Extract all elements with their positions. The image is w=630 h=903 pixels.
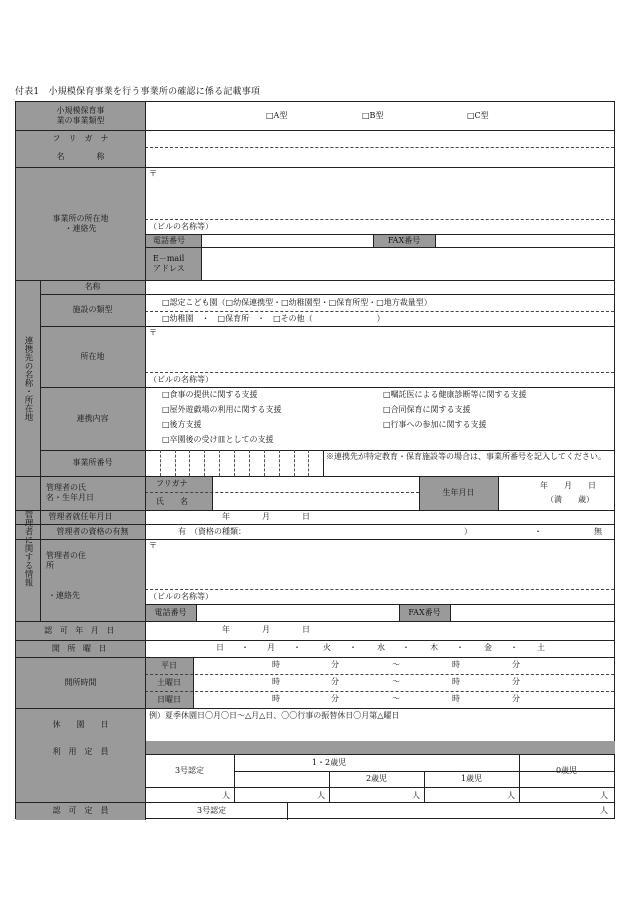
building-note: （ビルの名称等） xyxy=(149,222,213,231)
capacity-age12-label: 1・2歳児 xyxy=(311,757,347,767)
manager-contact-label: ・連絡先 xyxy=(48,591,80,600)
approved-capacity-unit[interactable]: 人 xyxy=(600,806,608,815)
capacity-age12-unit[interactable]: 人 xyxy=(317,791,325,800)
type-b-checkbox[interactable]: □B型 xyxy=(362,111,384,120)
day-separator: ・ xyxy=(293,643,301,652)
support-meals-checkbox[interactable]: □食事の提供に関する支援 xyxy=(162,390,258,399)
hour-unit: 時 xyxy=(452,660,460,669)
day-separator: ・ xyxy=(456,643,464,652)
minute-unit: 分 xyxy=(512,694,520,703)
manager-furigana-label: フリガナ xyxy=(156,479,188,488)
day-separator: ・ xyxy=(349,643,357,652)
qualification-separator: ・ xyxy=(534,527,542,536)
hour-unit: 時 xyxy=(272,660,280,669)
capacity-age1-unit[interactable]: 人 xyxy=(507,791,515,800)
day-separator: ・ xyxy=(402,643,410,652)
support-playground-checkbox[interactable]: □屋外遊戯場の利用に関する支援 xyxy=(162,405,282,414)
minute-unit: 分 xyxy=(512,677,520,686)
office-number-label: 事業所番号 xyxy=(72,458,113,467)
capacity-age0-unit[interactable]: 人 xyxy=(600,791,608,800)
hour-unit: 時 xyxy=(272,677,280,686)
fax-input[interactable] xyxy=(437,235,612,246)
business-type-label: 小規模保育事 業の事業類型 xyxy=(56,106,105,125)
address-input[interactable] xyxy=(161,169,611,217)
manager-building-note: （ビルの名称等） xyxy=(149,592,213,601)
fax-label: FAX番号 xyxy=(387,235,421,245)
holidays-label: 休 園 日 xyxy=(52,719,109,729)
hours-weekday-label: 平日 xyxy=(161,660,177,670)
postal-mark: 〒 xyxy=(149,169,157,178)
approval-date-label: 認 可 年 月 日 xyxy=(44,625,117,635)
approved-cert3-label: 3号認定 xyxy=(197,806,227,815)
support-backup-checkbox[interactable]: □後方支援 xyxy=(162,420,202,429)
hour-unit: 時 xyxy=(272,694,280,703)
facility-type-label: 施設の類型 xyxy=(72,305,113,314)
manager-name-input[interactable] xyxy=(214,494,417,508)
office-number-note: ※連携先が特定教育・保育施設等の場合は、事業所番号を記入してください。 xyxy=(326,452,606,461)
support-graduation-checkbox[interactable]: □卒園後の受け皿としての支援 xyxy=(162,435,274,444)
facility-type-options-1[interactable]: □認定こども園（□幼保連携型・□幼稚園型・□保育所型・□地方裁量型） xyxy=(162,298,432,307)
manager-address-input[interactable] xyxy=(161,542,611,587)
day-sat[interactable]: 土 xyxy=(537,643,545,652)
capacity-label: 利 用 定 員 xyxy=(52,746,109,756)
address-contact-label: 事業所の所在地 ・連絡先 xyxy=(52,213,109,233)
type-c-checkbox[interactable]: □C型 xyxy=(467,111,489,120)
capacity-cert3-label: 3号認定 xyxy=(174,765,205,775)
open-days-label: 開 所 曜 日 xyxy=(51,643,110,653)
capacity-age0-label: 0歳児 xyxy=(555,765,578,775)
partner-content-label: 連携内容 xyxy=(76,413,109,423)
qualification-no-option[interactable]: 無 xyxy=(594,527,602,536)
birth-date-label: 生年月日 xyxy=(442,488,475,497)
support-events-checkbox[interactable]: □行事への参加に関する支援 xyxy=(383,420,487,429)
qualification-yes-option[interactable]: 有 （資格の種類： xyxy=(178,527,246,536)
day-sun[interactable]: 日 xyxy=(216,643,224,652)
phone-input[interactable] xyxy=(203,235,371,246)
day-mon[interactable]: 月 xyxy=(267,643,275,652)
tilde: ～ xyxy=(392,694,400,703)
birth-date-value[interactable]: 年 月 日 xyxy=(540,481,596,490)
email-label: E－mail アドレス xyxy=(153,253,185,273)
manager-furigana-input[interactable] xyxy=(214,478,417,491)
day-tue[interactable]: 火 xyxy=(323,643,331,652)
hours-sunday-label: 日曜日 xyxy=(157,694,181,704)
name-label: 名 称 xyxy=(56,152,105,161)
qualification-close-paren: ） xyxy=(464,527,472,536)
support-health-checkbox[interactable]: □嘱託医による健康診断等に関する支援 xyxy=(383,390,527,399)
manager-fax-label: FAX番号 xyxy=(408,607,441,617)
furigana-input[interactable] xyxy=(147,132,612,145)
support-joint-care-checkbox[interactable]: □合同保育に関する支援 xyxy=(383,405,471,414)
approved-capacity-label: 認 可 定 員 xyxy=(52,806,109,815)
office-number-input[interactable] xyxy=(147,452,321,474)
minute-unit: 分 xyxy=(331,694,339,703)
capacity-age2-unit[interactable]: 人 xyxy=(412,791,420,800)
hour-unit: 時 xyxy=(452,677,460,686)
manager-postal-mark: 〒 xyxy=(149,541,157,550)
minute-unit: 分 xyxy=(331,677,339,686)
partner-building-note: （ビルの名称等） xyxy=(149,375,213,384)
holidays-example[interactable]: 例）夏季休園日〇月〇日～△月△日、〇〇行事の振替休日〇月第△曜日 xyxy=(149,711,400,720)
manager-address-label: 管理者の住 所 xyxy=(46,551,86,570)
manager-name-sub-label: 氏 名 xyxy=(156,497,188,506)
phone-label: 電話番号 xyxy=(153,235,185,245)
hours-label: 開所時間 xyxy=(64,677,97,687)
day-fri[interactable]: 金 xyxy=(484,643,492,652)
partner-address-input[interactable] xyxy=(161,328,611,370)
minute-unit: 分 xyxy=(331,660,339,669)
age-value[interactable]: （満 歳） xyxy=(546,495,594,504)
hour-unit: 時 xyxy=(452,694,460,703)
start-date-label: 管理者就任年月日 xyxy=(48,512,113,521)
day-separator: ・ xyxy=(241,643,249,652)
hours-saturday-label: 土曜日 xyxy=(157,677,181,687)
day-wed[interactable]: 水 xyxy=(377,643,385,652)
day-separator: ・ xyxy=(510,643,518,652)
facility-type-options-2[interactable]: □幼稚園 ・ □保育所 ・ □その他（ ） xyxy=(162,314,385,323)
day-thu[interactable]: 木 xyxy=(430,643,438,652)
capacity-total-unit[interactable]: 人 xyxy=(222,791,230,800)
approval-date-value[interactable]: 年 月 日 xyxy=(222,625,310,634)
partner-postal-mark: 〒 xyxy=(149,328,157,337)
tilde: ～ xyxy=(392,660,400,669)
furigana-label: フ リ ガ ナ xyxy=(52,133,109,143)
qualification-label: 管理者の資格の有無 xyxy=(56,526,129,536)
email-input[interactable] xyxy=(203,249,611,278)
partner-name-input[interactable] xyxy=(147,282,612,293)
start-date-value[interactable]: 年 月 日 xyxy=(222,512,310,521)
manager-phone-label: 電話番号 xyxy=(154,607,187,617)
partner-group-label: 連携先の名称・所在地 xyxy=(23,335,33,421)
manager-group-label: 管理者に関する情報 xyxy=(23,510,33,587)
name-input[interactable] xyxy=(147,149,612,165)
page-title: 付表1 小規模保育事業を行う事業所の確認に係る記載事項 xyxy=(15,87,261,97)
minute-unit: 分 xyxy=(512,660,520,669)
capacity-age1-label: 1歳児 xyxy=(460,774,483,783)
capacity-age2-label: 2歳児 xyxy=(365,774,388,783)
type-a-checkbox[interactable]: □A型 xyxy=(266,111,288,120)
manager-name-label: 管理者の氏 名・生年月日 xyxy=(46,483,94,502)
manager-fax-input[interactable] xyxy=(452,606,612,619)
tilde: ～ xyxy=(392,677,400,686)
partner-location-label: 所在地 xyxy=(80,351,105,361)
partner-name-label: 名称 xyxy=(84,282,101,291)
manager-phone-input[interactable] xyxy=(198,606,397,619)
form-table xyxy=(15,101,615,819)
